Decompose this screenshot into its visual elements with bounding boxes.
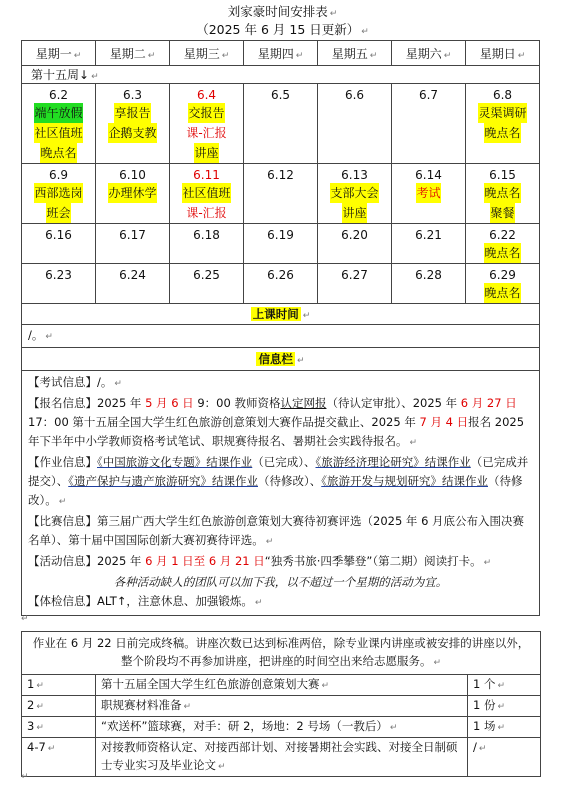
- calendar-cell: [466, 264, 540, 304]
- task-row: [22, 675, 541, 696]
- date-label: 6.13: [341, 168, 368, 182]
- task-number: 4-7 ↵: [22, 738, 96, 777]
- calendar-cell: [96, 264, 170, 304]
- task-number: 1 ↵: [22, 675, 96, 696]
- calendar-cell: [96, 224, 170, 264]
- calendar-cell: [244, 264, 318, 304]
- calendar-cell: [96, 84, 170, 164]
- date-label: 6.23: [45, 268, 72, 282]
- week-label-row: [22, 66, 540, 84]
- calendar-cell: [170, 84, 244, 164]
- date-label: 6.12: [267, 168, 294, 182]
- date-label: 6.3: [122, 88, 143, 102]
- date-label: 6.15: [489, 168, 516, 182]
- task-number: 3 ↵: [22, 717, 96, 738]
- date-label: 6.24: [119, 268, 146, 282]
- homework-item: 《遗产保护与遗产旅游研究》结课作业: [68, 474, 258, 488]
- date-label: 6.2: [48, 88, 69, 102]
- paragraph-mark: ↵: [21, 614, 29, 624]
- event-label: 晚点名: [40, 143, 76, 163]
- homework-info: 【作业信息】《中国旅游文化专题》结课作业（已完成）、《旅游经济理论研究》结课作业（已完成并提交）、《遗产保护与遗产旅游研究》结课作业（待修改）、《旅游开发与规划研究》结课作业（待修改）。 ↵: [28, 455, 529, 507]
- weekday-header: 星期日 ↵: [466, 41, 540, 66]
- exam-info: 【考试信息】/。 ↵: [28, 375, 122, 389]
- date-label: 6.9: [48, 168, 69, 182]
- date-label: 6.29: [489, 268, 516, 282]
- calendar-cell: [392, 84, 466, 164]
- task-table: [21, 631, 541, 777]
- calendar-cell: [466, 164, 540, 224]
- homework-item: 《旅游经济理论研究》结课作业: [315, 455, 471, 469]
- calendar-row: [22, 84, 540, 164]
- task-quantity: 1 个 ↵: [468, 675, 541, 696]
- task-description: “欢送杯”篮球赛，对手：研 2，场地：2 号场（一教后） ↵: [96, 717, 468, 738]
- calendar-cell: [466, 84, 540, 164]
- info-heading: 信息栏 ↵: [22, 348, 540, 371]
- event-label: 晚点名: [484, 123, 520, 143]
- calendar-cell: [318, 264, 392, 304]
- calendar-cell: [170, 224, 244, 264]
- event-label: 企鹅支教: [108, 123, 156, 143]
- class-time-heading-row: [22, 304, 540, 325]
- calendar-cell: [244, 84, 318, 164]
- date-label: 6.27: [341, 268, 368, 282]
- date-label: 6.17: [119, 228, 146, 242]
- date-label: 6.5: [270, 88, 291, 102]
- event-label: 晚点名: [484, 283, 520, 303]
- calendar-cell: [96, 164, 170, 224]
- event-label: 端午放假: [34, 103, 82, 123]
- event-label: 享报告: [114, 103, 150, 123]
- date-label: 6.4: [196, 88, 217, 102]
- page-subtitle: （2025 年 6 月 15 日更新） ↵: [196, 22, 369, 37]
- class-time-heading: 上课时间 ↵: [22, 304, 540, 325]
- homework-item: 《中国旅游文化专题》结课作业: [97, 455, 253, 469]
- date-label: 6.19: [267, 228, 294, 242]
- event-label: 考试: [416, 183, 440, 203]
- date-label: 6.28: [415, 268, 442, 282]
- event-label: 办理休学: [108, 183, 156, 203]
- calendar-cell: [22, 224, 96, 264]
- calendar-cell: [22, 264, 96, 304]
- calendar-cell: [170, 164, 244, 224]
- date-label: 6.25: [193, 268, 220, 282]
- date-label: 6.22: [489, 228, 516, 242]
- task-quantity: 1 场 ↵: [468, 717, 541, 738]
- event-label: 灵渠调研: [478, 103, 526, 123]
- calendar-row: [22, 264, 540, 304]
- task-row: [22, 738, 541, 777]
- calendar-cell: [244, 224, 318, 264]
- activity-note: 各种活动缺人的团队可以加下我，以不超过一个星期的活动为宜。: [113, 575, 448, 589]
- info-row: [22, 371, 540, 616]
- task-description: 第十五届全国大学生红色旅游创意策划大赛 ↵: [96, 675, 468, 696]
- weekday-header: 星期五 ↵: [318, 41, 392, 66]
- calendar-cell: [392, 164, 466, 224]
- notice-row: [22, 632, 541, 675]
- calendar-cell: [466, 224, 540, 264]
- class-time-content: /。 ↵: [22, 325, 540, 348]
- event-label: 聚餐: [490, 203, 514, 223]
- health-info: 【体检信息】ALT↑，注意休息、加强锻炼。 ↵: [28, 594, 263, 608]
- signup-link: 认定网报: [280, 396, 327, 410]
- calendar-row: [22, 164, 540, 224]
- event-label: 课-汇报: [186, 206, 227, 220]
- calendar-cell: [318, 164, 392, 224]
- class-time-row: [22, 325, 540, 348]
- date-label: 6.7: [418, 88, 439, 102]
- date-label: 6.18: [193, 228, 220, 242]
- event-label: 班会: [46, 203, 70, 223]
- date-label: 6.8: [492, 88, 513, 102]
- activity-info: 【活动信息】2025 年 6 月 1 日至 6 月 21 日“独秀书旅·四季攀登”（第二期）阅读打卡。 ↵: [28, 554, 492, 568]
- notice-text: 作业在 6 月 22 日前完成终稿。讲座次数已达到标准两倍，除专业课内讲座或被安排的讲座以外，整个阶段均不再参加讲座，把讲座的时间空出来给志愿服务。 ↵: [22, 632, 541, 675]
- event-label: 社区值班: [34, 123, 82, 143]
- date-label: 6.10: [119, 168, 146, 182]
- date-label: 6.14: [415, 168, 442, 182]
- event-label: 西部选岗: [34, 183, 82, 203]
- weekday-header: 星期四 ↵: [244, 41, 318, 66]
- calendar-cell: [170, 264, 244, 304]
- info-content: [22, 371, 540, 616]
- contest-info: 【比赛信息】第三届广西大学生红色旅游创意策划大赛待初赛评选（2025 年 6 月底公布入围决赛名单）、第十届中国国际创新大赛初赛待评选。 ↵: [28, 514, 525, 547]
- signup-info: 【报名信息】2025 年 5 月 6 日 9：00 教师资格认定网报（待认定审批）、2025 年 6 月 27 日 17：00 第十五届全国大学生红色旅游创意策划大赛作品提交截止、2025 年 7 月 4 日报名 2025 年下半年中小学教师资格考试笔试、职规赛待报名、暑期社会实践待报名。 ↵: [28, 396, 525, 448]
- weekday-header-row: [22, 41, 540, 66]
- week-label: 第十五周↓ ↵: [22, 66, 540, 84]
- calendar-cell: [244, 164, 318, 224]
- calendar-cell: [392, 264, 466, 304]
- event-label: 交报告: [188, 103, 224, 123]
- date-label: 6.21: [415, 228, 442, 242]
- task-description: 职规赛材料准备 ↵: [96, 696, 468, 717]
- event-label: 讲座: [342, 203, 366, 223]
- date-label: 6.20: [341, 228, 368, 242]
- task-row: [22, 696, 541, 717]
- task-number: 2 ↵: [22, 696, 96, 717]
- paragraph-mark: ↵: [21, 772, 29, 782]
- task-quantity: 1 份 ↵: [468, 696, 541, 717]
- date-label: 6.6: [344, 88, 365, 102]
- date-label: 6.11: [193, 168, 220, 182]
- weekday-header: 星期二 ↵: [96, 41, 170, 66]
- weekday-header: 星期一 ↵: [22, 41, 96, 66]
- event-label: 晚点名: [484, 183, 520, 203]
- schedule-table: [21, 40, 540, 616]
- calendar-cell: [22, 84, 96, 164]
- homework-item: 《旅游开发与规划研究》结课作业: [321, 474, 488, 488]
- date-label: 6.16: [45, 228, 72, 242]
- event-label: 社区值班: [182, 183, 230, 203]
- task-quantity: / ↵: [468, 738, 541, 777]
- task-row: [22, 717, 541, 738]
- event-label: 讲座: [194, 143, 218, 163]
- weekday-header: 星期六 ↵: [392, 41, 466, 66]
- calendar-cell: [392, 224, 466, 264]
- event-label: 晚点名: [484, 243, 520, 263]
- info-heading-row: [22, 348, 540, 371]
- calendar-cell: [22, 164, 96, 224]
- calendar-row: [22, 224, 540, 264]
- event-label: 课-汇报: [186, 126, 227, 140]
- weekday-header: 星期三 ↵: [170, 41, 244, 66]
- task-description: 对接教师资格认定、对接西部计划、对接暑期社会实践、对接全日制硕士专业实习及毕业论文 ↵: [96, 738, 468, 777]
- calendar-cell: [318, 224, 392, 264]
- calendar-cell: [318, 84, 392, 164]
- page-title: 刘家豪时间安排表 ↵: [227, 4, 338, 19]
- event-label: 支部大会: [330, 183, 378, 203]
- date-label: 6.26: [267, 268, 294, 282]
